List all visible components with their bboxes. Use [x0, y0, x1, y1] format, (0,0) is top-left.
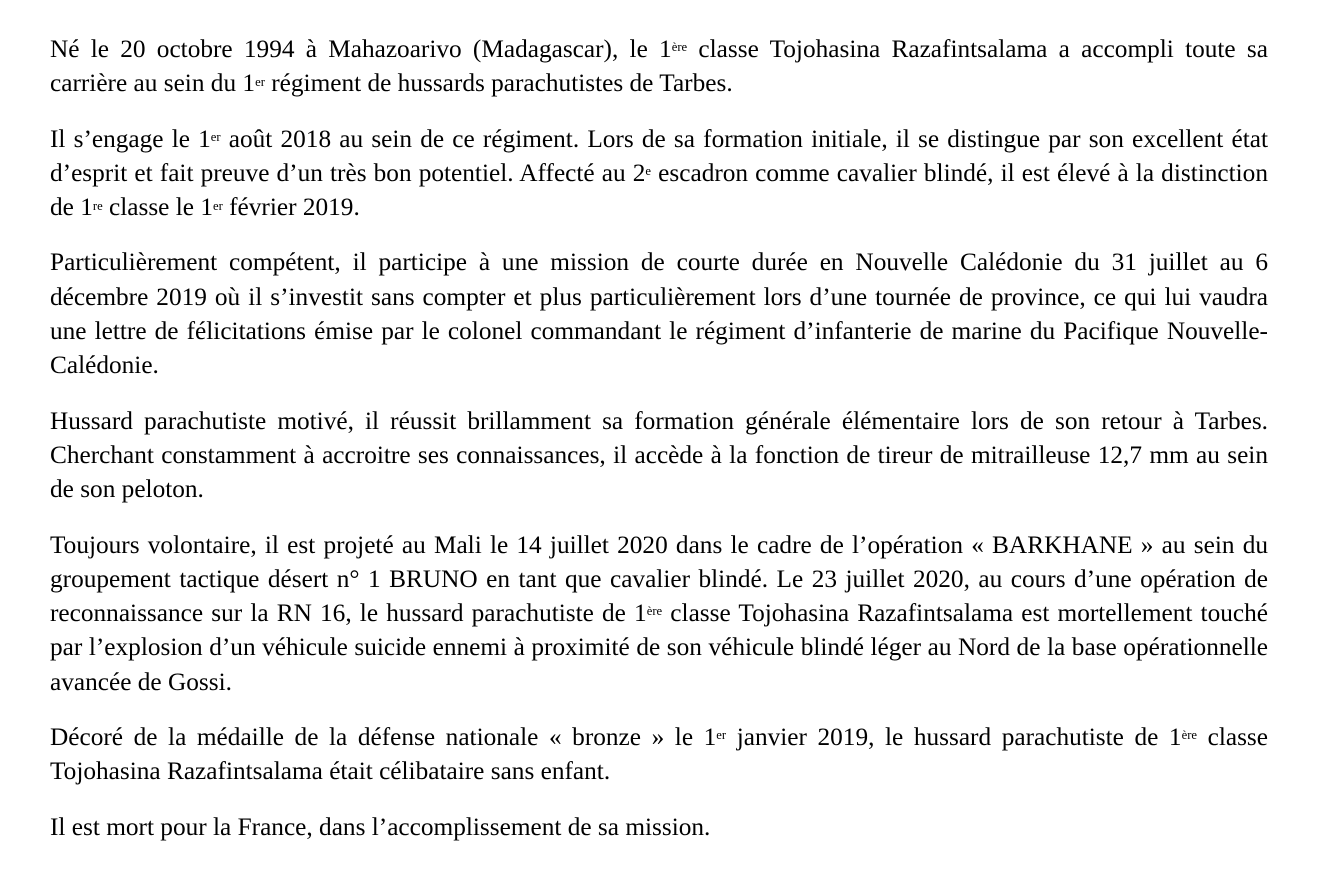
paragraph-text: classe Tojohasina Razafintsalama était célibataire sans enfant.	[50, 723, 1269, 786]
paragraph-4	[50, 404, 1268, 507]
paragraph-text: Décoré de la médaille de la défense nationale « bronze » le 1	[50, 723, 717, 752]
paragraph-text: août 2018 au sein de ce régiment. Lors de sa formation initiale, il se distingue par son excellent état d’esprit et fait preuve d’un très bon potentiel. Affecté au 2	[50, 124, 1268, 187]
paragraph-6	[50, 720, 1268, 789]
superscript-ordinal: ère	[1181, 728, 1198, 743]
superscript-ordinal: ère	[646, 604, 663, 619]
superscript-ordinal: ère	[671, 40, 688, 55]
paragraph-text: classe Tojohasina Razafintsalama a accompli toute sa carrière au sein du 1	[50, 35, 1268, 98]
paragraph-text: classe le 1	[102, 193, 213, 222]
paragraph-text: Toujours volontaire, il est projeté au Mali le 14 juillet 2020 dans le cadre de l’opération « BARKHANE » au sein du groupement tactique désert n° 1 BRUNO en tant que cavalier blindé. Le 23 juillet 2020, au cours d’une opération de reconnaissance sur la RN 16, le hussard parachutiste de 1	[50, 530, 1268, 628]
paragraph-text: escadron comme cavalier blindé, il est élevé à la distinction de 1	[50, 158, 1268, 222]
superscript-ordinal: re	[92, 198, 103, 213]
paragraph-3	[50, 245, 1268, 382]
paragraph-text: Particulièrement compétent, il participe à une mission de courte durée en Nouvelle Calédonie du 31 juillet au 6 décembre 2019 où il s’investit sans compter et plus particulièrement lors d’une tournée de province, ce qui lui vaudra une lettre de félicitations émise par le colonel commandant le régiment d’infanterie de marine du Pacifique Nouvelle-Calédonie.	[50, 248, 1268, 380]
superscript-ordinal: e	[645, 164, 652, 179]
paragraph-7	[50, 810, 1268, 844]
superscript-ordinal: er	[212, 198, 223, 213]
superscript-ordinal: er	[210, 129, 221, 144]
paragraph-text: classe Tojohasina Razafintsalama est mortellement touché par l’explosion d’un véhicule suicide ennemi à proximité de son véhicule blindé léger au Nord de la base opérationnelle avancée de Gossi.	[50, 599, 1268, 696]
paragraph-text: février 2019.	[222, 193, 360, 222]
paragraph-text: janvier 2019, le hussard parachutiste de 1	[726, 723, 1182, 752]
paragraph-text: Né le 20 octobre 1994 à Mahazoarivo (Madagascar), le 1	[50, 35, 672, 63]
paragraph-text: Il est mort pour la France, dans l’accomplissement de sa mission.	[50, 812, 711, 841]
paragraph-text: régiment de hussards parachutistes de Tarbes.	[264, 69, 733, 98]
paragraph-5	[50, 528, 1268, 699]
superscript-ordinal: er	[255, 74, 265, 89]
document-body	[50, 32, 1268, 865]
paragraph-2	[50, 122, 1268, 225]
superscript-ordinal: er	[716, 728, 727, 743]
paragraph-1	[50, 32, 1268, 101]
paragraph-text: Hussard parachutiste motivé, il réussit brillamment sa formation générale élémentaire lors de son retour à Tarbes. Cherchant constamment à accroitre ses connaissances, il accède à la fonction de tireur de mitrailleuse 12,7 mm au sein de son peloton.	[50, 406, 1268, 504]
paragraph-text: Il s’engage le 1	[50, 124, 211, 153]
